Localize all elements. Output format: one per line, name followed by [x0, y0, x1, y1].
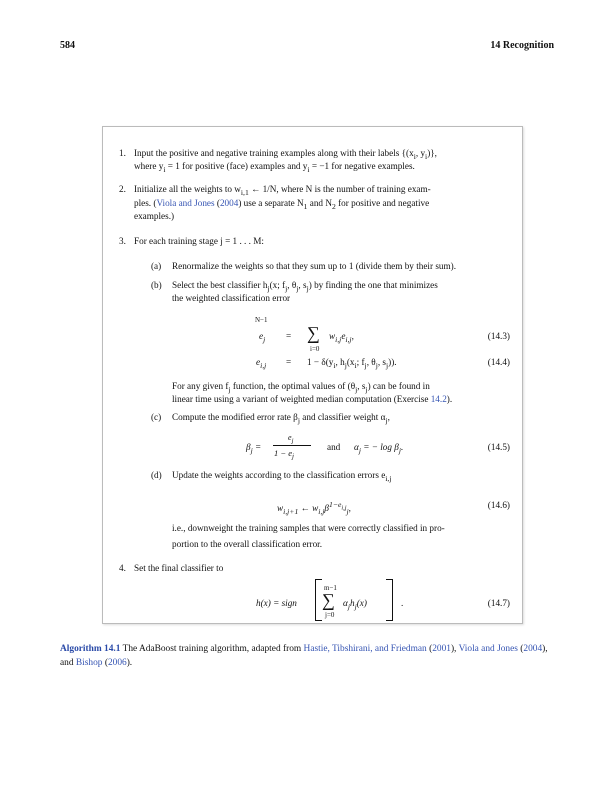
eq-14-4-rhs: $1 - \delta(y_i$, $h_j(x_i$; $f_j$, $\theta_j$, $s_j$)).	[307, 357, 397, 370]
page-number: 584	[60, 40, 75, 51]
citation-year[interactable]: 2004	[219, 198, 239, 208]
eq-14-5-beta: $\beta_j$ =	[246, 442, 262, 455]
eq-14-5-alpha: $\alpha_j$ = − $\log \beta_j$.	[354, 442, 404, 455]
eq-14-5-number: (14.5)	[487, 442, 510, 452]
substep-c-text: Compute the modified error rate $\beta_j$ and classifier weight $\alpha_j$,	[172, 412, 390, 425]
substep-a-label: (a)	[151, 261, 162, 271]
step-3-number: 3.	[119, 236, 126, 246]
algorithm-box	[102, 126, 523, 624]
eq-14-4-lhs: $e_{i,j}$	[256, 357, 267, 370]
fraction-bar	[273, 445, 311, 446]
citation-year-2006[interactable]: 2006	[107, 658, 127, 668]
step-1-number: 1.	[119, 148, 126, 158]
step-2-number: 2.	[119, 184, 126, 194]
eq-14-7-dot: .	[401, 598, 404, 608]
algorithm-caption: Algorithm 14.1 The AdaBoost training algorithm, adapted from Hastie, Tibshirani, and Friedman (2001), Viola and Jones (2004), and Bishop (2006).	[60, 644, 548, 668]
sum-lower-limit: i=0	[310, 345, 320, 353]
sum-upper-limit-2: m−1	[324, 584, 337, 592]
sum-symbol-2: ∑	[322, 590, 335, 610]
caption-label: Algorithm 14.1	[60, 644, 121, 654]
fraction-denominator: $1 - e_j$	[274, 448, 294, 461]
substep-b-para-line-1: For any given $f_j$ function, the optimal values of ($\theta_j$, $s_j$) can be found in	[172, 381, 430, 394]
eq-14-5-and: and	[327, 442, 341, 452]
equals-sign: =	[286, 331, 292, 341]
step-2-line-3: examples.)	[134, 211, 175, 221]
substep-b-label: (b)	[151, 280, 162, 290]
sum-lower-limit-2: j=0	[325, 611, 335, 619]
eq-14-4-number: (14.4)	[487, 357, 510, 367]
step-2-line-1: Initialize all the weights to $w_{i,1}$ ← 1/N, where N is the number of training exam-	[134, 184, 431, 197]
citation-viola-jones[interactable]: Viola and Jones	[156, 198, 215, 208]
substep-b-line-1: Select the best classifier $h_j(x$; $f_j$, $\theta_j$, $s_j$) by finding the one that minimizes	[172, 280, 438, 293]
equals-sign-2: =	[286, 357, 292, 367]
sum-upper-limit: N−1	[255, 316, 268, 324]
chapter-title: 14 Recognition	[490, 40, 554, 51]
substep-c-label: (c)	[151, 412, 162, 422]
citation-bishop[interactable]: Bishop	[75, 658, 103, 668]
substep-d-text: Update the weights according to the classification errors $e_{i,j}$	[172, 470, 392, 483]
substep-b-line-2: the weighted classification error	[172, 293, 291, 303]
eq-14-3-lhs: $e_j$	[259, 331, 266, 344]
eq-14-3-rhs: $w_{i,j}e_{i,j}$,	[329, 331, 354, 344]
eq-14-7-term: $\alpha_jh_j(x)$	[343, 598, 367, 611]
substep-d-label: (d)	[151, 470, 162, 480]
sum-symbol: ∑	[307, 323, 320, 343]
exercise-ref[interactable]: 14.2	[430, 394, 447, 404]
citation-year-2001[interactable]: 2001	[432, 644, 451, 654]
citation-year-2004[interactable]: 2004	[523, 644, 543, 654]
substep-d-para-line-1: i.e., downweight the training samples that were correctly classified in pro-	[172, 523, 445, 533]
eq-14-6-number: (14.6)	[487, 500, 510, 510]
citation-hastie[interactable]: Hastie, Tibshirani, and Friedman	[303, 644, 427, 654]
citation-viola-jones-caption[interactable]: Viola and Jones	[458, 644, 518, 654]
step-4-number: 4.	[119, 563, 126, 573]
substep-b-para-line-2: linear time using a variant of weighted median computation (Exercise 14.2).	[172, 394, 453, 404]
left-bracket	[315, 579, 322, 621]
step-1-line-2: where $y_i = 1$ for positive (face) examples and $y_i = -1$ for negative examples.	[134, 161, 415, 174]
eq-14-3-number: (14.3)	[487, 331, 510, 341]
step-3-line: For each training stage j = 1 . . . M:	[134, 236, 264, 246]
substep-a-text: Renormalize the weights so that they sum up to 1 (divide them by their sum).	[172, 261, 456, 271]
right-bracket	[386, 579, 393, 621]
step-2-line-2: ples. (Viola and Jones (2004) use a separate $N_1$ and $N_2$ for positive and negative	[134, 198, 430, 211]
eq-14-7-number: (14.7)	[487, 598, 510, 608]
step-1-line-1: Input the positive and negative training examples along with their labels {($x_i$, $y_i$)},	[134, 148, 437, 161]
eq-14-6: $w_{i,j+1}$ ← $w_{i,j}\beta^{1-e_{i,j}}_j$,	[277, 500, 351, 516]
fraction-numerator: $e_j$	[288, 433, 294, 445]
step-4-text: Set the final classifier to	[134, 563, 224, 573]
eq-14-7-lhs: h(x) = sign	[256, 598, 297, 608]
substep-d-para-line-2: portion to the overall classification error.	[172, 539, 323, 549]
